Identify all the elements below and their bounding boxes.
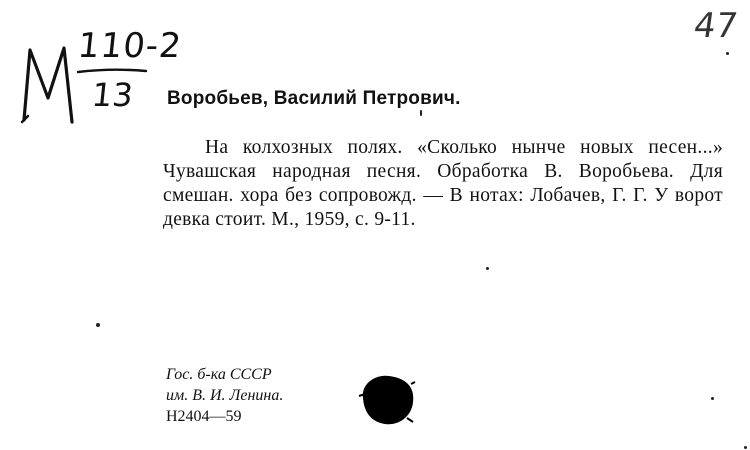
- speck: [486, 267, 489, 270]
- author-heading: Воробьев, Василий Петрович.: [167, 88, 461, 109]
- page-mark: 47: [691, 6, 741, 46]
- speck: [711, 397, 714, 400]
- shelfmark-letter: [18, 36, 82, 126]
- speck: [726, 52, 729, 55]
- stamp-line-2: им. В. И. Ленина.: [166, 387, 284, 404]
- shelfmark-top: 110-2: [75, 26, 184, 66]
- speck: [96, 323, 100, 327]
- shelfmark-bottom: 13: [90, 76, 135, 114]
- library-stamp: [166, 364, 283, 427]
- stamp-line-3: Н2404—59: [166, 408, 242, 425]
- speck: [744, 446, 747, 449]
- bibliographic-description: На колхозных полях. «Сколько нынче новых песен...» Чувашская народная песня. Обработка В. Воробьева. Для смешан. хора без сопровожд. — В нотах: Лобачев, Г. Г. У ворот девка стоит. М., 1959, с. 9-11.: [163, 137, 723, 230]
- stamp-line-1: Гос. б-ка СССР: [166, 366, 272, 383]
- shelfmark-divider: [76, 66, 148, 76]
- ink-blot: [355, 372, 419, 428]
- speck: [420, 110, 422, 116]
